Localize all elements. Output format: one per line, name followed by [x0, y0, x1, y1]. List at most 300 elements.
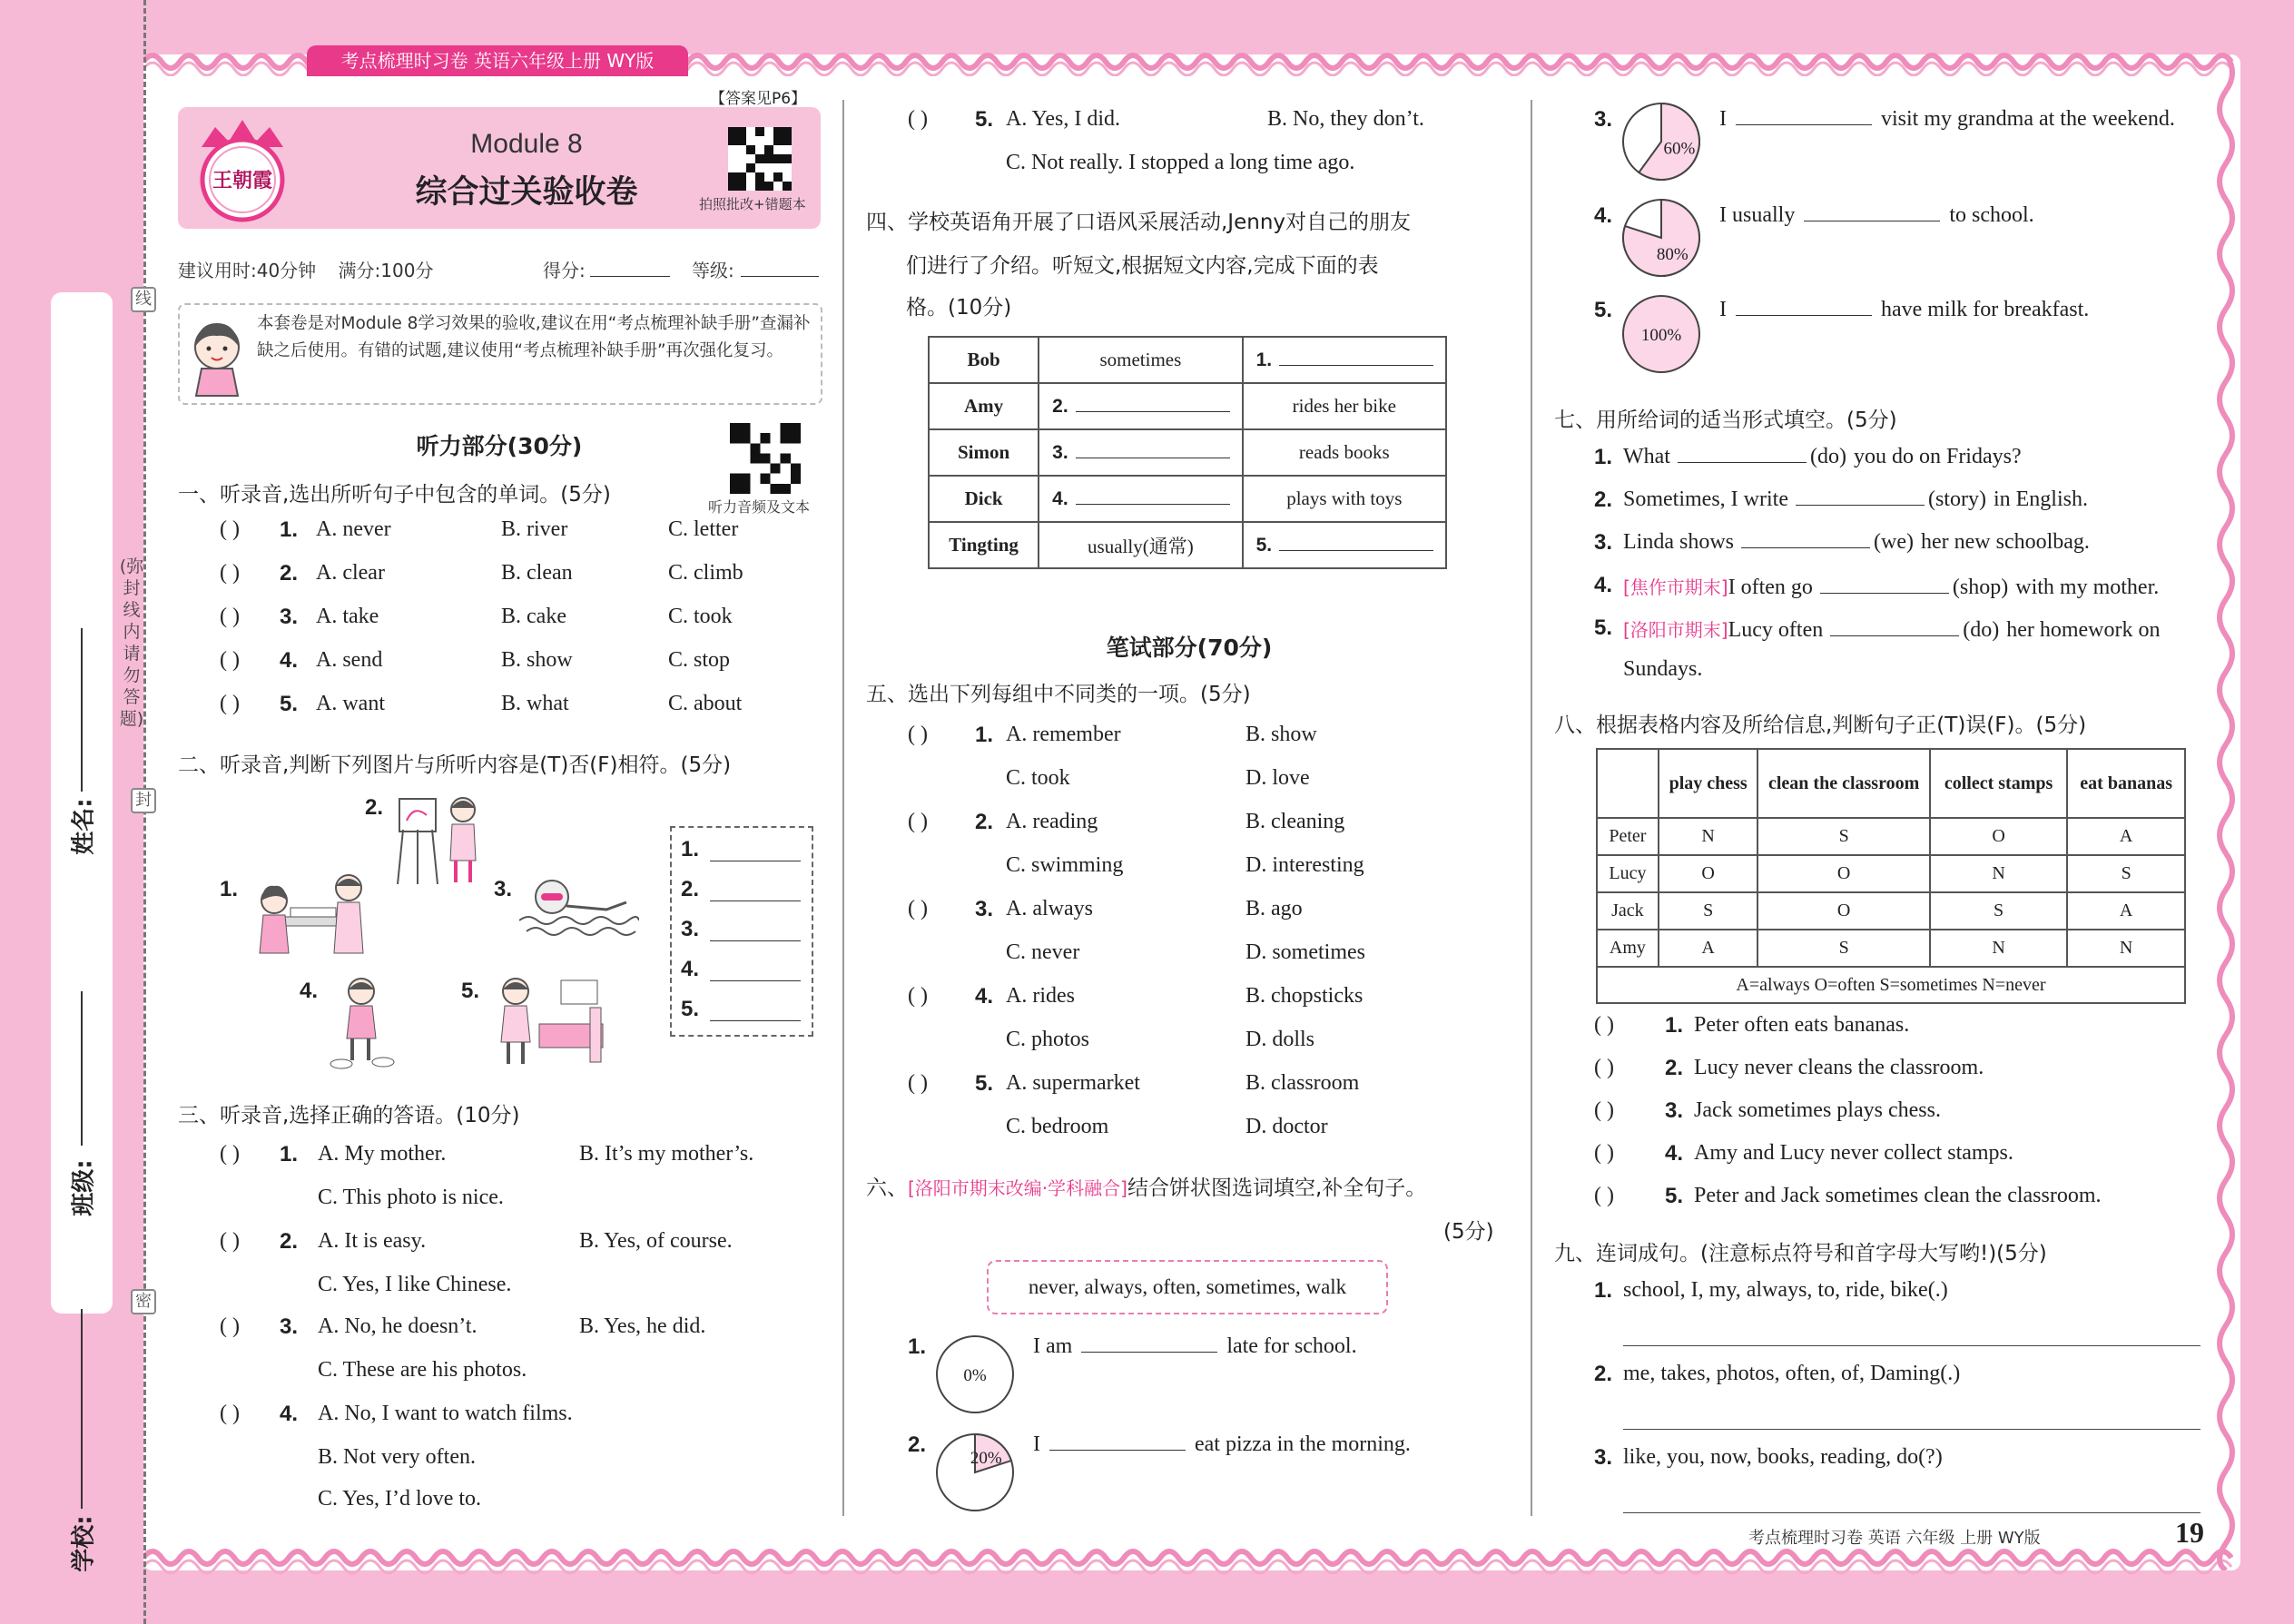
- answer-paren[interactable]: ( ): [1594, 1013, 1614, 1037]
- q3-item-number: 4.: [280, 1402, 299, 1426]
- pic-label-1: 1.: [220, 877, 239, 901]
- q9-item-number: 2.: [1594, 1362, 1613, 1386]
- q1-option-a: A. clear: [316, 561, 385, 585]
- q6-answer-blank[interactable]: [1736, 315, 1872, 316]
- page-title: 综合过关验收卷: [415, 174, 638, 211]
- logo-text: 王朝霞: [212, 169, 273, 192]
- q4-answer-blank[interactable]: [1279, 365, 1433, 366]
- q5-option-c: C. photos: [1006, 1028, 1090, 1051]
- q8-table-cell: S: [1659, 892, 1758, 930]
- q6-sentence: [1719, 298, 2089, 322]
- q8-table-cell: Peter: [1597, 818, 1659, 855]
- swimmer-picture: [519, 870, 639, 940]
- q8-table-cell: A: [2067, 892, 2185, 930]
- q4-table-row: [929, 476, 1446, 522]
- answer-paren[interactable]: ( ): [908, 984, 928, 1008]
- column-divider-2: [1531, 100, 1532, 1516]
- answer-paren[interactable]: ( ): [220, 561, 240, 585]
- pie-label: 100%: [1640, 326, 1682, 345]
- q7-sentence-end: with my mother.: [2015, 576, 2160, 599]
- q9-item-number: 3.: [1594, 1445, 1613, 1470]
- q1-option-b: B. what: [501, 692, 569, 715]
- q7-item-number: 3.: [1594, 530, 1613, 555]
- q6-sentence-end: have milk for breakfast.: [1881, 298, 2090, 321]
- q4-table-cell: [1243, 476, 1446, 522]
- pie-label: 20%: [970, 1449, 1002, 1469]
- boy-painting-picture: [390, 788, 490, 888]
- q5-option-c: C. never: [1006, 940, 1080, 964]
- q9-heading: 九、连词成句。(注意标点符号和首字母大写哟!)(5分): [1554, 1242, 2047, 1265]
- q6-heading-prefix: 六、: [866, 1176, 908, 1200]
- q8-statement: Jack sometimes plays chess.: [1694, 1098, 1941, 1122]
- q7-item-number: 2.: [1594, 487, 1613, 512]
- q7-sentence-start: Linda shows: [1623, 530, 1734, 554]
- q2-answer-number: 5.: [681, 997, 700, 1021]
- q6-sentence-end: to school.: [1949, 203, 2034, 227]
- q3-item-number: 3.: [280, 1314, 299, 1339]
- q9-words: school, I, my, always, to, ride, bike(.): [1623, 1278, 1948, 1302]
- q7-word-hint: (shop): [1952, 576, 2009, 599]
- answer-reference: 【答案见P6】: [710, 90, 807, 108]
- q8-statement: Peter often eats bananas.: [1694, 1013, 1910, 1037]
- kids-playing-chess-picture: [254, 862, 372, 962]
- q6-sentence-end: visit my grandma at the weekend.: [1881, 107, 2175, 131]
- q7-answer-blank[interactable]: [1820, 593, 1949, 594]
- answer-paren[interactable]: ( ): [908, 897, 928, 920]
- q5-item-number: 5.: [975, 1071, 994, 1096]
- q1-option-c: C. took: [668, 605, 733, 628]
- name-label: 姓名:: [70, 798, 98, 855]
- q8-table-cell: Amy: [1597, 930, 1659, 967]
- q5-option-d: D. interesting: [1245, 853, 1364, 877]
- answer-paren[interactable]: ( ): [908, 107, 928, 131]
- q1-option-c: C. letter: [668, 517, 739, 541]
- q8-table-row: [1597, 892, 2185, 930]
- q4-table-cell: [1039, 337, 1242, 383]
- q1-option-b: B. cake: [501, 605, 566, 628]
- q4-table-cell: [1243, 383, 1446, 429]
- qr-caption-grading: 拍照批改+错题本: [699, 196, 806, 212]
- q7-source-tag: [洛阳市期末]: [1623, 619, 1728, 641]
- q3-item-number: 1.: [280, 1142, 299, 1166]
- q5-option-a: A. rides: [1006, 984, 1075, 1008]
- seal-line-mark: 线: [131, 287, 156, 312]
- q1-option-a: A. take: [316, 605, 379, 628]
- answer-paren[interactable]: ( ): [220, 1402, 240, 1425]
- q1-heading: 一、听录音,选出所听句子中包含的单词。(5分): [178, 483, 611, 507]
- q6-sentence-end: eat pizza in the morning.: [1195, 1432, 1411, 1456]
- footer-text: 考点梳理时习卷 英语 六年级 上册 WY版: [1748, 1529, 2041, 1548]
- q6-heading: [866, 1171, 1426, 1201]
- q8-statement: Lucy never cleans the classroom.: [1694, 1056, 1984, 1079]
- answer-paren[interactable]: ( ): [220, 517, 240, 541]
- pie-chart-100-percent: [1621, 294, 1701, 374]
- answer-paren[interactable]: ( ): [1594, 1141, 1614, 1165]
- q8-table-row: [1597, 930, 2185, 967]
- q1-option-c: C. stop: [668, 648, 731, 672]
- meta-score: 得分:: [543, 260, 586, 281]
- q4-heading-line3: 格。(10分): [906, 296, 1012, 320]
- q4-blank-number: 4.: [1052, 488, 1068, 509]
- q4-cell-text: sometimes: [1099, 349, 1182, 370]
- class-label-wrap: [51, 1159, 113, 1216]
- q8-statement: Peter and Jack sometimes clean the classroom.: [1694, 1184, 2102, 1207]
- name-label-wrap: [51, 798, 113, 855]
- right-wave-border: [2208, 54, 2244, 1570]
- q1-option-a: A. never: [316, 517, 391, 541]
- pie-chart-80-percent: [1621, 198, 1701, 278]
- meta-row: [178, 256, 822, 282]
- q3-option-b: B. No, they don’t.: [1267, 107, 1424, 131]
- qr-caption-audio: 听力音频及文本: [708, 498, 811, 516]
- pie-label: 80%: [1656, 244, 1689, 264]
- q3-option-b: B. Not very often.: [318, 1445, 476, 1469]
- q3-option-a: A. No, he doesn’t.: [318, 1314, 478, 1338]
- q5-option-b: B. show: [1245, 723, 1317, 746]
- q6-sentence: [1719, 203, 2034, 228]
- q6-word-bank: never, always, often, sometimes, walk: [987, 1260, 1388, 1314]
- q5-item-number: 2.: [975, 810, 994, 834]
- q6-item-number: 3.: [1594, 107, 1613, 132]
- q8-table-cell: N: [1930, 855, 2067, 892]
- q6-answer-blank[interactable]: [1049, 1450, 1186, 1451]
- column-divider-1: [842, 100, 844, 1516]
- q1-item-number: 5.: [280, 692, 299, 716]
- q3-option-c: C. This photo is nice.: [318, 1186, 504, 1209]
- q6-answer-blank[interactable]: [1736, 124, 1872, 125]
- q7-answer-blank[interactable]: [1678, 462, 1807, 463]
- q3-option-c: C. Not really. I stopped a long time ago.: [1006, 151, 1355, 174]
- q7-sentence-continued: Sundays.: [1623, 657, 1703, 681]
- q4-blank-number: 5.: [1255, 535, 1273, 556]
- girl-with-chopsticks-picture: [327, 971, 399, 1071]
- q5-option-b: B. ago: [1245, 897, 1303, 920]
- q4-table-row: [929, 337, 1446, 383]
- q5-option-b: B. classroom: [1245, 1071, 1360, 1095]
- q4-blank-number: 3.: [1052, 442, 1068, 463]
- q6-source-tag: [洛阳市期末改编·学科融合]: [908, 1177, 1127, 1199]
- q4-cell-text: reads books: [1298, 441, 1390, 463]
- q8-heading: 八、根据表格内容及所给信息,判断句子正(T)误(F)。(5分): [1554, 714, 2087, 737]
- q4-table-cell: [1243, 429, 1446, 476]
- page-number: 19: [2175, 1516, 2204, 1549]
- q7-answer-blank[interactable]: [1830, 635, 1959, 636]
- q8-table-cell: O: [1757, 855, 1929, 892]
- q1-option-c: C. climb: [668, 561, 743, 585]
- q4-name-cell: Dick: [929, 476, 1039, 522]
- q6-sentence-start: I: [1719, 298, 1727, 321]
- q8-column-header: play chess: [1659, 749, 1758, 818]
- q7-item-number: 4.: [1594, 573, 1613, 597]
- q5-option-a: A. reading: [1006, 810, 1098, 833]
- q9-words: like, you, now, books, reading, do(?): [1623, 1445, 1943, 1469]
- q8-item-number: 3.: [1665, 1098, 1684, 1123]
- q7-item-number: 1.: [1594, 445, 1613, 469]
- q4-table-cell: [1039, 522, 1242, 568]
- q3-item-number: 5.: [975, 107, 994, 132]
- q5-item-number: 3.: [975, 897, 994, 921]
- q1-item-number: 4.: [280, 648, 299, 673]
- score-blank[interactable]: [590, 276, 670, 277]
- q4-table-cell: [1039, 383, 1242, 429]
- q8-table-row: [1597, 818, 2185, 855]
- q7-item-number: 5.: [1594, 615, 1613, 640]
- q5-option-a: A. always: [1006, 897, 1093, 920]
- q4-answer-blank[interactable]: [1076, 411, 1230, 412]
- q1-item-number: 2.: [280, 561, 299, 586]
- answer-paren[interactable]: ( ): [908, 723, 928, 746]
- q1-option-a: A. send: [316, 648, 383, 672]
- q8-column-header: clean the classroom: [1757, 749, 1929, 818]
- grade-blank[interactable]: [741, 276, 819, 277]
- q4-table-row: [929, 522, 1446, 568]
- q7-sentence: [1623, 530, 2090, 555]
- q7-sentence-start: Sometimes, I write: [1623, 487, 1788, 511]
- school-line: [81, 1309, 83, 1509]
- q8-item-number: 5.: [1665, 1184, 1684, 1208]
- meta-grade: 等级:: [692, 260, 734, 281]
- q6-item-number: 4.: [1594, 203, 1613, 228]
- q4-answer-blank[interactable]: [1076, 504, 1230, 505]
- q5-option-b: B. cleaning: [1245, 810, 1345, 833]
- q6-sentence: [1033, 1432, 1411, 1457]
- q4-table-row: [929, 383, 1446, 429]
- school-label-wrap: [51, 1515, 113, 1572]
- q4-table-cell: [1039, 476, 1242, 522]
- q4-blank-number: 2.: [1052, 396, 1068, 417]
- q6-sentence-start: I usually: [1719, 203, 1796, 227]
- q6-item-number: 1.: [908, 1334, 927, 1359]
- pie-chart-0-percent: [935, 1334, 1015, 1414]
- q4-table-row: [929, 429, 1446, 476]
- q3-option-c: C. These are his photos.: [318, 1358, 527, 1382]
- q8-item-number: 2.: [1665, 1056, 1684, 1080]
- q4-table: [928, 336, 1447, 569]
- q9-answer-line[interactable]: [1623, 1345, 2200, 1346]
- q6-item-number: 2.: [908, 1432, 927, 1457]
- q6-sentence: [1719, 107, 2175, 132]
- q5-option-a: A. supermarket: [1006, 1071, 1140, 1095]
- q8-table: [1596, 748, 2186, 1004]
- q2-answer-number: 1.: [681, 837, 700, 861]
- answer-paren[interactable]: ( ): [220, 1314, 240, 1338]
- pie-label: 0%: [963, 1366, 987, 1385]
- seal-bottom-mark: 密: [131, 1289, 156, 1314]
- q3-option-a: A. No, I want to watch films.: [318, 1402, 573, 1425]
- q2-answer-blank[interactable]: [710, 940, 801, 941]
- answer-paren[interactable]: ( ): [220, 648, 240, 672]
- q7-sentence: [1623, 487, 2088, 512]
- q5-option-a: A. remember: [1006, 723, 1121, 746]
- q5-item-number: 4.: [975, 984, 994, 1009]
- answer-paren[interactable]: ( ): [1594, 1184, 1614, 1207]
- q7-sentence: [1623, 573, 2159, 600]
- bottom-wave-border: [143, 1545, 2240, 1581]
- q5-option-c: C. took: [1006, 766, 1070, 790]
- q7-sentence-end: her new schoolbag.: [1920, 530, 2090, 554]
- q6-answer-blank[interactable]: [1081, 1352, 1217, 1353]
- q3-item-number: 2.: [280, 1229, 299, 1254]
- seal-note: (弥封线内请勿答题): [119, 556, 144, 729]
- q8-column-header: collect stamps: [1930, 749, 2067, 818]
- q4-cell-text: usually(通常): [1088, 535, 1194, 557]
- q5-item-number: 1.: [975, 723, 994, 747]
- q3-option-a: A. My mother.: [318, 1142, 447, 1166]
- class-label: 班级:: [70, 1159, 98, 1216]
- q3-option-a: A. It is easy.: [318, 1229, 427, 1253]
- pic-label-2: 2.: [365, 795, 384, 820]
- school-label: 学校:: [70, 1515, 98, 1572]
- q6-sentence-start: I: [1033, 1432, 1040, 1456]
- answer-paren[interactable]: ( ): [220, 605, 240, 628]
- q7-sentence-end: her homework on: [2006, 618, 2161, 642]
- answer-paren[interactable]: ( ): [220, 1142, 240, 1166]
- q4-table-cell: [1243, 522, 1446, 568]
- q9-answer-line[interactable]: [1623, 1512, 2200, 1513]
- answer-paren[interactable]: ( ): [1594, 1098, 1614, 1122]
- q1-option-b: B. clean: [501, 561, 573, 585]
- q3-option-b: B. Yes, of course.: [579, 1229, 733, 1253]
- q7-sentence: [1623, 445, 2022, 469]
- q6-sentence-start: I: [1719, 107, 1727, 131]
- q1-option-c: C. about: [668, 692, 743, 715]
- q4-table-cell: [1243, 337, 1446, 383]
- q2-answer-blank[interactable]: [710, 1020, 801, 1021]
- answer-paren[interactable]: ( ): [1594, 1056, 1614, 1079]
- q2-answer-number: 4.: [681, 957, 700, 981]
- q6-sentence-end: late for school.: [1226, 1334, 1357, 1358]
- q1-option-b: B. river: [501, 517, 568, 541]
- q7-sentence-start: What: [1623, 445, 1670, 468]
- pie-chart-20-percent: [935, 1432, 1015, 1512]
- q7-word-hint: (do): [1963, 618, 2000, 642]
- q4-answer-blank[interactable]: [1279, 550, 1433, 551]
- q2-heading: 二、听录音,判断下列图片与所听内容是(T)否(F)相符。(5分): [178, 753, 732, 777]
- q5-option-b: B. chopsticks: [1245, 984, 1364, 1008]
- q1-option-a: A. want: [316, 692, 385, 715]
- q5-option-c: C. bedroom: [1006, 1115, 1109, 1138]
- q8-column-header: [1597, 749, 1659, 818]
- pic-label-5: 5.: [461, 979, 480, 1003]
- module-label: Module 8: [470, 129, 583, 159]
- q8-table-cell: S: [2067, 855, 2185, 892]
- binding-strip: [51, 292, 113, 1572]
- q7-sentence: [1623, 615, 2161, 643]
- q8-table-cell: O: [1659, 855, 1758, 892]
- q4-name-cell: Amy: [929, 383, 1039, 429]
- q8-table-cell: O: [1757, 892, 1929, 930]
- q1-item-number: 3.: [280, 605, 299, 629]
- answer-paren[interactable]: ( ): [908, 1071, 928, 1095]
- q9-answer-line[interactable]: [1623, 1429, 2200, 1430]
- q6-heading-text: 结合饼状图选词填空,补全句子。: [1127, 1176, 1427, 1200]
- q8-item-number: 1.: [1665, 1013, 1684, 1038]
- q8-table-cell: S: [1930, 892, 2067, 930]
- q5-option-c: C. swimming: [1006, 853, 1124, 877]
- qr-code-audio[interactable]: [730, 423, 801, 494]
- q8-table-cell: N: [2067, 930, 2185, 967]
- q4-cell-text: plays with toys: [1286, 487, 1403, 509]
- q1-option-b: B. show: [501, 648, 573, 672]
- q7-sentence-end: you do on Fridays?: [1853, 445, 2022, 468]
- qr-code-grading[interactable]: [728, 127, 792, 191]
- pie-label: 60%: [1663, 139, 1696, 159]
- q1-item-number: 1.: [280, 517, 299, 542]
- answer-paren[interactable]: ( ): [908, 810, 928, 833]
- q4-name-cell: Simon: [929, 429, 1039, 476]
- q2-answer-blank[interactable]: [710, 980, 801, 981]
- q8-table-cell: O: [1930, 818, 2067, 855]
- q4-name-cell: Bob: [929, 337, 1039, 383]
- girl-avatar-icon: [185, 314, 249, 398]
- q2-answer-number: 3.: [681, 917, 700, 941]
- q3-option-a: A. Yes, I did.: [1006, 107, 1121, 131]
- q8-table-cell: S: [1757, 930, 1929, 967]
- meta-full: 满分:100分: [338, 260, 434, 281]
- name-line: [81, 628, 83, 792]
- q8-column-header: eat bananas: [2067, 749, 2185, 818]
- q7-word-hint: (story): [1927, 487, 1986, 511]
- q3-option-c: C. Yes, I like Chinese.: [318, 1273, 512, 1296]
- note-text: 本套卷是对Module 8学习效果的验收,建议在用“考点梳理补缺手册”查漏补缺之后使用。有错的试题,建议使用“考点梳理补缺手册”再次强化复习。: [257, 314, 811, 360]
- q2-answer-number: 2.: [681, 877, 700, 901]
- q8-table-cell: Jack: [1597, 892, 1659, 930]
- answer-paren[interactable]: ( ): [220, 692, 240, 715]
- q9-item-number: 1.: [1594, 1278, 1613, 1303]
- series-tab: 考点梳理时习卷 英语六年级上册 WY版: [307, 45, 688, 76]
- seal-mid-mark: 封: [131, 788, 156, 813]
- q7-answer-blank[interactable]: [1741, 547, 1870, 548]
- q5-option-d: D. sometimes: [1245, 940, 1365, 964]
- q7-heading: 七、用所给词的适当形式填空。(5分): [1554, 408, 1897, 432]
- class-line: [81, 991, 83, 1146]
- q9-words: me, takes, photos, often, of, Daming(.): [1623, 1362, 1961, 1385]
- q3-option-c: C. Yes, I’d love to.: [318, 1487, 482, 1511]
- pic-label-3: 3.: [494, 877, 513, 901]
- q6-item-number: 5.: [1594, 298, 1613, 322]
- q5-option-d: D. dolls: [1245, 1028, 1315, 1051]
- q4-blank-number: 1.: [1255, 349, 1273, 370]
- girl-with-bed-picture: [490, 971, 608, 1069]
- q8-table-cell: Lucy: [1597, 855, 1659, 892]
- q8-legend: A=always O=often S=sometimes N=never: [1597, 967, 2185, 1003]
- q3-heading: 三、听录音,选择正确的答语。(10分): [178, 1104, 520, 1127]
- q5-option-d: D. love: [1245, 766, 1310, 790]
- q8-item-number: 4.: [1665, 1141, 1684, 1166]
- answer-paren[interactable]: ( ): [220, 1229, 240, 1253]
- q3-option-b: B. Yes, he did.: [579, 1314, 706, 1338]
- q6-sentence-start: I am: [1033, 1334, 1073, 1358]
- q6-score: (5分): [1443, 1220, 1494, 1244]
- writing-title: 笔试部分(70分): [1106, 635, 1273, 661]
- q7-sentence-start: Lucy often: [1728, 618, 1824, 642]
- q4-name-cell: Tingting: [929, 522, 1039, 568]
- q8-table-cell: N: [1659, 818, 1758, 855]
- pic-label-4: 4.: [300, 979, 319, 1003]
- q8-table-row: [1597, 855, 2185, 892]
- q8-table-cell: S: [1757, 818, 1929, 855]
- q4-heading-line1: 四、学校英语角开展了口语风采展活动,Jenny对自己的朋友: [866, 211, 1412, 234]
- q3-option-b: B. It’s my mother’s.: [579, 1142, 754, 1166]
- q8-table-cell: A: [1659, 930, 1758, 967]
- q7-word-hint: (we): [1874, 530, 1914, 554]
- q7-answer-blank[interactable]: [1796, 505, 1925, 506]
- q4-table-cell: [1039, 429, 1242, 476]
- pie-chart-60-percent: [1621, 102, 1701, 182]
- q5-heading: 五、选出下列每组中不同类的一项。(5分): [866, 683, 1251, 706]
- q7-source-tag: [焦作市期末]: [1623, 576, 1728, 598]
- q8-statement: Amy and Lucy never collect stamps.: [1694, 1141, 2013, 1165]
